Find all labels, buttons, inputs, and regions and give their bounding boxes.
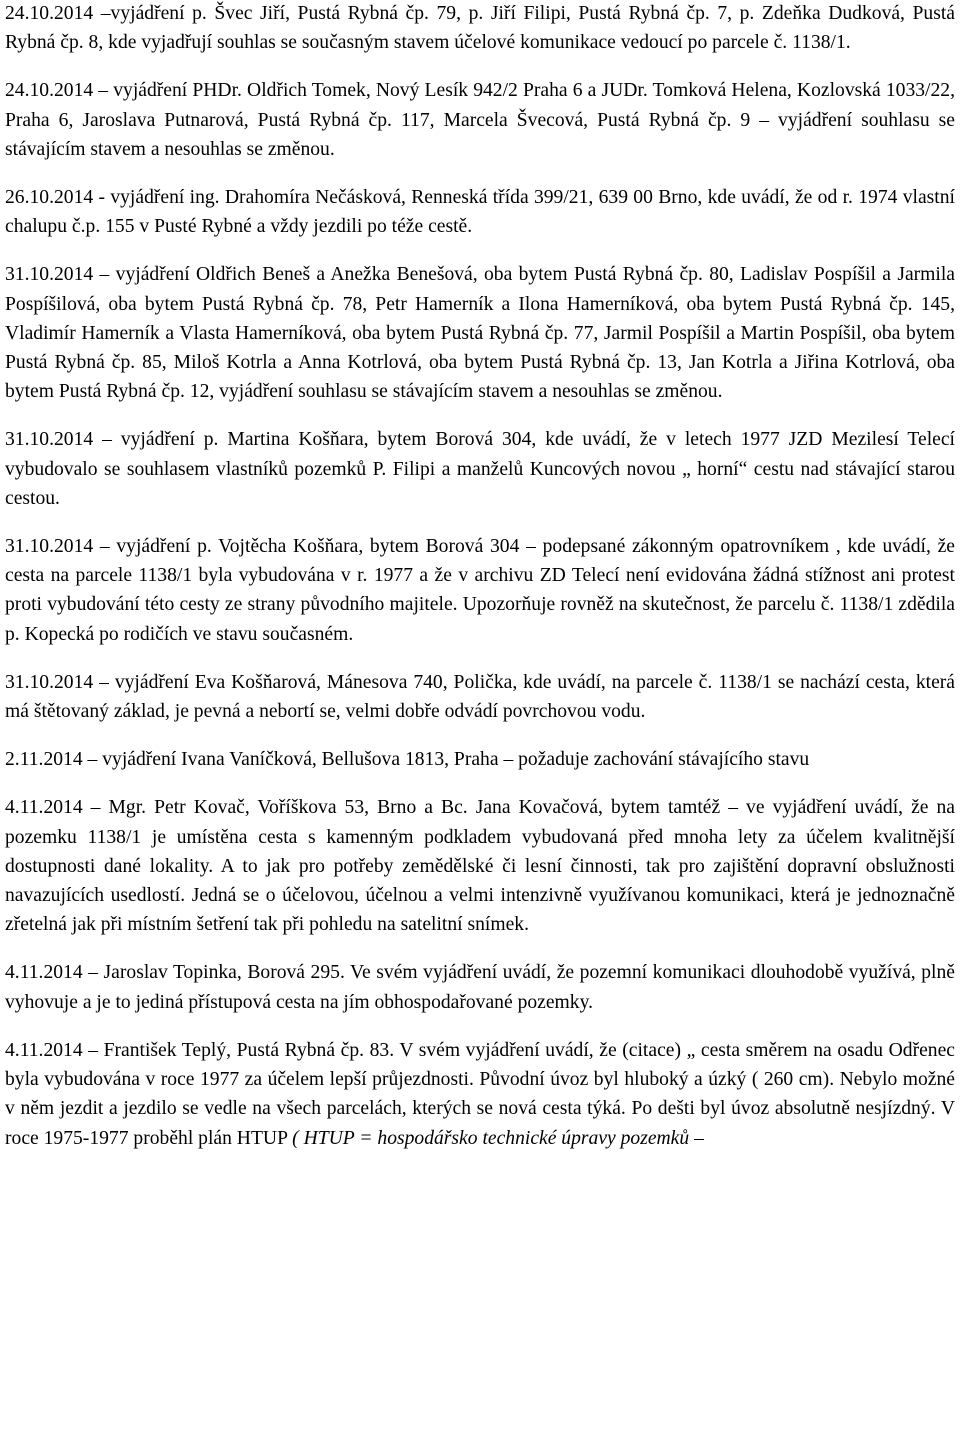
paragraph-statement-2: 24.10.2014 – vyjádření PHDr. Oldřich Tomek, Nový Lesík 942/2 Praha 6 a JUDr. Tomková Helena, Kozlovská 1033/22, Praha 6, Jaroslava Putnarová, Pustá Rybná čp. 117, Marcela Švecová, Pustá Rybná čp. 9 – vyjádření souhlasu se stávajícím stavem a nesouhlas se změnou.	[5, 80, 955, 160]
paragraph-statement-11-text: 4.11.2014 – František Teplý, Pustá Rybná čp. 83. V svém vyjádření uvádí, že (citace) „ cesta směrem na osadu Odřenec byla vybudována v roce 1977 za účelem lepší průjezdnosti. Původní úvoz byl hluboký a úzký ( 260 cm). Nebylo možné v něm jezdit a jezdilo se vedle na všech parcelách, kterých se nová cesta týká. Po dešti byl úvoz absolutně nesjízdný. V roce 1975-1977 proběhl plán HTUP	[5, 1039, 955, 1149]
document-page	[5, 0, 955, 1172]
paragraph-statement-4: 31.10.2014 – vyjádření Oldřich Beneš a Anežka Benešová, oba bytem Pustá Rybná čp. 80, Ladislav Pospíšil a Jarmila Pospíšilová, oba bytem Pustá Rybná čp. 78, Petr Hamerník a Ilona Hamerníková, oba bytem Pustá Rybná čp. 145, Vladimír Hamerník a Vlasta Hamerníková, oba bytem Pustá Rybná čp. 77, Jarmil Pospíšil a Martin Pospíšil, oba bytem Pustá Rybná čp. 85, Miloš Kotrla a Anna Kotrlová, oba bytem Pustá Rybná čp. 13, Jan Kotrla a Jiřina Kotrlová, oba bytem Pustá Rybná čp. 12, vyjádření souhlasu se stávajícím stavem a nesouhlas se změnou.	[5, 264, 955, 403]
paragraph-statement-11-italic-tail: ( HTUP = hospodářsko technické úpravy pozemků –	[292, 1127, 704, 1149]
paragraph-statement-7: 31.10.2014 – vyjádření Eva Košňarová, Mánesova 740, Polička, kde uvádí, na parcele č. 1138/1 se nachází cesta, která má štětovaný základ, je pevná a nebortí se, velmi dobře odvádí povrchovou vodu.	[5, 671, 955, 723]
paragraph-statement-10: 4.11.2014 – Jaroslav Topinka, Borová 295. Ve svém vyjádření uvádí, že pozemní komunikaci dlouhodobě využívá, plně vyhovuje a je to jediná přístupová cesta na jím obhospodařované pozemky.	[5, 962, 955, 1013]
paragraph-statement-6: 31.10.2014 – vyjádření p. Vojtěcha Košňara, bytem Borová 304 – podepsané zákonným opatrovníkem , kde uvádí, že cesta na parcele 1138/1 byla vybudována v r. 1977 a že v archivu ZD Telecí není evidována žádná stížnost ani protest proti vybudování této cesty ze strany původního majitele. Upozorňuje rovněž na skutečnost, že parcelu č. 1138/1 zdědila p. Kopecká po rodičích ve stavu současném.	[5, 536, 955, 645]
paragraph-statement-1: 24.10.2014 –vyjádření p. Švec Jiří, Pustá Rybná čp. 79, p. Jiří Filipi, Pustá Rybná čp. 7, p. Zdeňka Dudková, Pustá Rybná čp. 8, kde vyjadřují souhlas se současným stavem účelové komunikace vedoucí po parcele č. 1138/1.	[5, 3, 955, 54]
paragraph-statement-5: 31.10.2014 – vyjádření p. Martina Košňara, bytem Borová 304, kde uvádí, že v letech 1977 JZD Mezilesí Telecí vybudovalo se souhlasem vlastníků pozemků P. Filipi a manželů Kuncových novou „ horní“ cestu nad stávající starou cestou.	[5, 429, 955, 509]
paragraph-statement-8: 2.11.2014 – vyjádření Ivana Vaníčková, Bellušova 1813, Praha – požaduje zachování stávajícího stavu	[5, 749, 810, 771]
paragraph-statement-11	[5, 1036, 955, 1153]
paragraph-statement-9: 4.11.2014 – Mgr. Petr Kovač, Voříškova 53, Brno a Bc. Jana Kovačová, bytem tamtéž – ve vyjádření uvádí, že na pozemku 1138/1 je umístěna cesta s kamenným podkladem vybudovaná před mnoha lety za účelem kvalitnější dostupnosti dané lokality. A to jak pro potřeby zemědělské či lesní činnosti, tak pro zajištění dopravní obslužnosti navazujících usedlostí. Jedná se o účelovou, účelnou a velmi intenzivně využívanou komunikaci, která je jednoznačně zřetelná jak při místním šetření tak při pohledu na satelitní snímek.	[5, 797, 955, 936]
paragraph-statement-3: 26.10.2014 - vyjádření ing. Drahomíra Nečásková, Renneská třída 399/21, 639 00 Brno, kde uvádí, že od r. 1974 vlastní chalupu č.p. 155 v Pusté Rybné a vždy jezdili po téže cestě.	[5, 187, 955, 238]
